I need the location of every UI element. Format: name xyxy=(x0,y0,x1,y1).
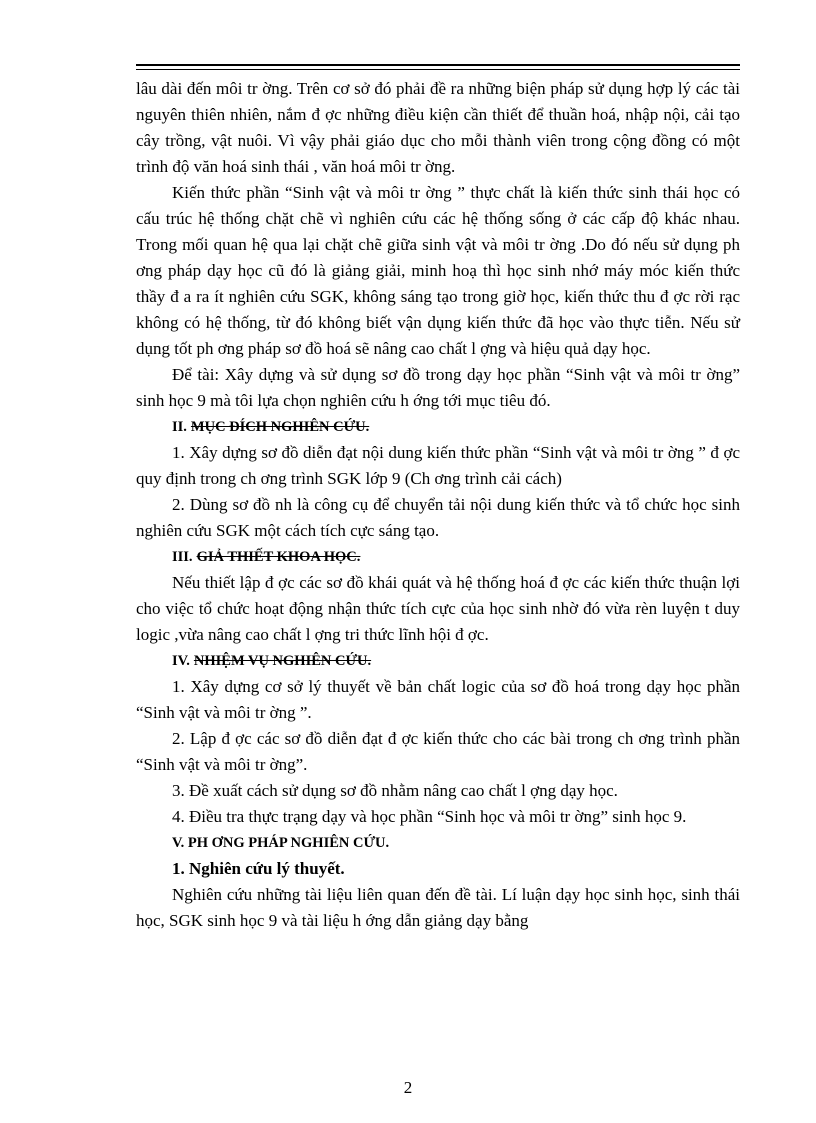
paragraph: 2. Dùng sơ đồ nh là công cụ để chuyển tải nội dung kiến thức và tổ chức học sinh nghiên cứu SGK một cách tích cực sáng tạo. xyxy=(136,495,740,540)
paragraph: Kiến thức phần “Sinh vật và môi tr ờng ” thực chất là kiến thức sinh thái học có cấu trúc hệ thống chặt chẽ vì nghiên cứu các hệ thống sống ở các cấp độ khác nhau. Trong mối quan hệ qua lại chặt chẽ giữa sinh vật và môi tr ờng .Do đó nếu sử dụng ph ơng pháp dạy học cũ đó là giảng giải, minh hoạ thì học sinh nhớ máy móc kiến thức thầy đ a ra ít nghiên cứu SGK, không sáng tạo trong giờ học, kiến thức thu đ ợc rời rạc không có hệ thống, từ đó không biết vận dụng kiến thức đã học vào thực tiễn. Nếu sử dụng tốt ph ơng pháp sơ đồ hoá sẽ nâng cao chất l ợng và hiệu quả dạy học. xyxy=(136,183,740,358)
section-number: IV. xyxy=(172,653,190,669)
paragraph: 4. Điều tra thực trạng dạy và học phần “Sinh học và môi tr ờng” sinh học 9. xyxy=(172,807,687,826)
section-title: MỤC ĐÍCH NGHIÊN CỨU. xyxy=(190,419,370,435)
section-heading-4 xyxy=(136,648,740,674)
paragraph: Để tài: Xây dựng và sử dụng sơ đồ trong dạy học phần “Sinh vật và môi tr ờng” sinh học 9 mà tôi lựa chọn nghiên cứu h ớng tới mục tiêu đó. xyxy=(136,365,740,410)
section-heading-5: V. PH ƠNG PHÁP NGHIÊN CỨU. xyxy=(172,835,390,851)
section-number: II. xyxy=(172,419,187,435)
header-rule-thick xyxy=(136,64,740,66)
paragraph: 1. Xây dựng sơ đồ diễn đạt nội dung kiến thức phần “Sinh vật và môi tr ờng ” đ ợc quy định trong ch ơng trình SGK lớp 9 (Ch ơng trình cải cách) xyxy=(136,443,740,488)
section-heading-2 xyxy=(136,414,740,440)
header-rule-thin xyxy=(136,69,740,70)
paragraph: 2. Lập đ ợc các sơ đồ diễn đạt đ ợc kiến thức cho các bài trong ch ơng trình phần “Sinh vật và môi tr ờng”. xyxy=(136,729,740,774)
paragraph: Nếu thiết lập đ ợc các sơ đồ khái quát và hệ thống hoá đ ợc các kiến thức thuận lợi cho việc tổ chức hoạt động nhận thức tích cực của học sinh nhờ đó vừa rèn luyện t duy logic ,vừa nâng cao chất l ợng tri thức lĩnh hội đ ợc. xyxy=(136,573,740,644)
paragraph: lâu dài đến môi tr ờng. Trên cơ sở đó phải đề ra những biện pháp sử dụng hợp lý các tài nguyên thiên nhiên, nắm đ ợc những điều kiện cần thiết để thuần hoá, nhập nội, cải tạo cây trồng, vật nuôi. Vì vậy phải giáo dục cho mỗi thành viên trong cộng đồng có một trình độ văn hoá sinh thái , văn hoá môi tr ờng. xyxy=(136,79,740,176)
subsection-heading: 1. Nghiên cứu lý thuyết. xyxy=(172,859,345,878)
paragraph: 1. Xây dựng cơ sở lý thuyết về bản chất logic của sơ đồ hoá trong dạy học phần “Sinh vật và môi tr ờng ”. xyxy=(136,677,740,722)
paragraph: 3. Đề xuất cách sử dụng sơ đồ nhằm nâng cao chất l ợng dạy học. xyxy=(172,781,618,800)
section-title: GIẢ THIẾT KHOA HỌC. xyxy=(196,549,361,565)
document-body xyxy=(136,76,740,934)
section-title: NHIỆM VỤ NGHIÊN CỨU. xyxy=(193,653,372,669)
page-number: 2 xyxy=(403,1078,413,1097)
section-heading-3 xyxy=(136,544,740,570)
section-number: III. xyxy=(172,549,193,565)
paragraph: Nghiên cứu những tài liệu liên quan đến đề tài. Lí luận dạy học sinh học, sinh thái học, SGK sinh học 9 và tài liệu h ớng dẫn giảng dạy bằng xyxy=(136,885,740,930)
